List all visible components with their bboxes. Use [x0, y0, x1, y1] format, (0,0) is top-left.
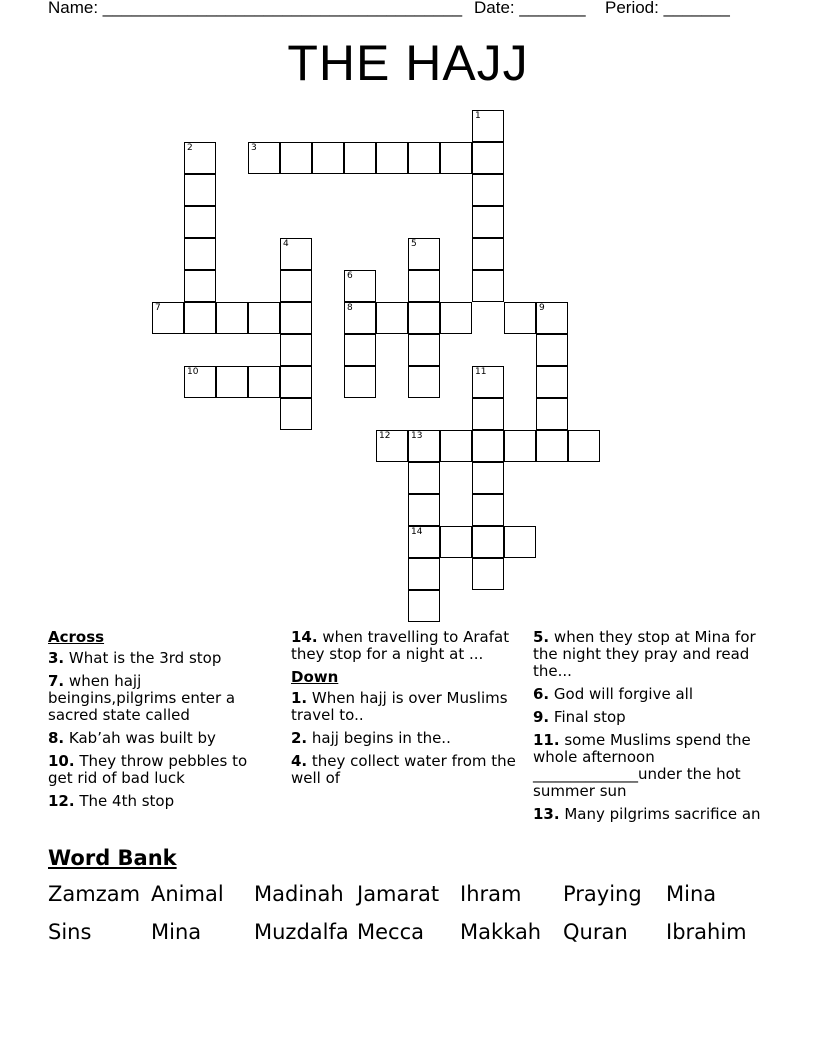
- clue-number: 5: [411, 239, 417, 249]
- grid-cell[interactable]: [472, 462, 504, 494]
- grid-cell[interactable]: [472, 558, 504, 590]
- grid-cell[interactable]: [344, 142, 376, 174]
- grid-cell[interactable]: [280, 334, 312, 366]
- grid-cell[interactable]: [344, 302, 376, 334]
- grid-cell[interactable]: [440, 526, 472, 558]
- down-clue-11: 11. some Muslims spend the whole afternoon ______________under the hot summer sun: [533, 731, 751, 800]
- grid-cell[interactable]: [184, 174, 216, 206]
- word-bank-word: Quran: [563, 920, 628, 944]
- down-heading: Down: [291, 668, 339, 686]
- grid-cell[interactable]: [216, 366, 248, 398]
- grid-cell[interactable]: [376, 430, 408, 462]
- grid-cell[interactable]: [440, 302, 472, 334]
- grid-cell[interactable]: [280, 398, 312, 430]
- clue-number: 4: [283, 239, 289, 249]
- grid-cell[interactable]: [472, 494, 504, 526]
- grid-cell[interactable]: [472, 142, 504, 174]
- across-clue-12: 12. The 4th stop: [48, 792, 175, 810]
- grid-cell[interactable]: [248, 142, 280, 174]
- word-bank-word: Jamarat: [357, 882, 440, 906]
- grid-cell[interactable]: [184, 238, 216, 270]
- word-bank-word: Muzdalfa: [254, 920, 349, 944]
- grid-cell[interactable]: [376, 142, 408, 174]
- clue-number: 1: [475, 111, 481, 121]
- grid-cell[interactable]: [472, 526, 504, 558]
- word-bank-word: Ibrahim: [666, 920, 747, 944]
- grid-cell[interactable]: [440, 142, 472, 174]
- grid-cell[interactable]: [472, 206, 504, 238]
- grid-cell[interactable]: [184, 366, 216, 398]
- word-bank-title: Word Bank: [48, 846, 177, 870]
- grid-cell[interactable]: [536, 398, 568, 430]
- grid-cell[interactable]: [152, 302, 184, 334]
- down-clue-2: 2. hajj begins in the..: [291, 729, 451, 747]
- clue-number: 9: [539, 303, 545, 313]
- clues-column-3: [533, 629, 769, 829]
- down-clue-1: 1. When hajj is over Muslims travel to..: [291, 689, 508, 724]
- across-clue-7: 7. when hajj beingins,pilgrims enter a sacred state called: [48, 672, 236, 724]
- word-bank-word: Zamzam: [48, 882, 141, 906]
- grid-cell[interactable]: [344, 366, 376, 398]
- clues-column-1: [48, 629, 270, 816]
- clue-number: 8: [347, 303, 353, 313]
- clue-number: 14: [411, 527, 423, 537]
- clue-number: 13: [411, 431, 423, 441]
- grid-cell[interactable]: [472, 174, 504, 206]
- clue-number: 3: [251, 143, 257, 153]
- down-clue-9: 9. Final stop: [533, 708, 626, 726]
- page-title: THE HAJJ: [287, 35, 529, 91]
- clue-number: 2: [187, 143, 193, 153]
- grid-cell[interactable]: [280, 366, 312, 398]
- grid-cell[interactable]: [280, 302, 312, 334]
- grid-cell[interactable]: [408, 142, 440, 174]
- clue-number: 7: [155, 303, 161, 313]
- grid-cell[interactable]: [344, 334, 376, 366]
- grid-cell[interactable]: [376, 302, 408, 334]
- date-field[interactable]: Date: _______: [474, 0, 586, 17]
- grid-cell[interactable]: [472, 270, 504, 302]
- grid-cell[interactable]: [280, 142, 312, 174]
- grid-cell[interactable]: [344, 270, 376, 302]
- word-bank-word: Ihram: [460, 882, 522, 906]
- across-clue-8: 8. Kab’ah was built by: [48, 729, 216, 747]
- grid-cell[interactable]: [440, 430, 472, 462]
- clue-number: 6: [347, 271, 353, 281]
- grid-cell[interactable]: [184, 270, 216, 302]
- grid-cell[interactable]: [248, 302, 280, 334]
- across-heading: Across: [48, 628, 105, 646]
- down-clue-13: 13. Many pilgrims sacrifice an: [533, 805, 761, 823]
- clue-number: 12: [379, 431, 391, 441]
- grid-cell[interactable]: [472, 366, 504, 398]
- grid-cell[interactable]: [184, 302, 216, 334]
- grid-cell[interactable]: [472, 238, 504, 270]
- grid-cell[interactable]: [536, 430, 568, 462]
- grid-cell[interactable]: [248, 366, 280, 398]
- word-bank-word: Animal: [151, 882, 224, 906]
- grid-cell[interactable]: [536, 366, 568, 398]
- period-field[interactable]: Period: _______: [605, 0, 730, 17]
- grid-cell[interactable]: [504, 526, 536, 558]
- grid-cell[interactable]: [280, 238, 312, 270]
- grid-cell[interactable]: [504, 430, 536, 462]
- across-clue-10: 10. They throw pebbles to get rid of bad luck: [48, 752, 248, 787]
- grid-cell[interactable]: [408, 302, 440, 334]
- grid-cell[interactable]: [408, 366, 440, 398]
- grid-cell[interactable]: [312, 142, 344, 174]
- grid-cell[interactable]: [408, 558, 440, 590]
- grid-cell[interactable]: [472, 110, 504, 142]
- grid-cell[interactable]: [472, 430, 504, 462]
- grid-cell[interactable]: [472, 398, 504, 430]
- down-clue-4: 4. they collect water from the well of: [291, 752, 516, 787]
- grid-cell[interactable]: [184, 206, 216, 238]
- word-bank-word: Mina: [151, 920, 202, 944]
- grid-cell[interactable]: [536, 334, 568, 366]
- clues-column-2: [291, 629, 519, 793]
- word-bank-word: Madinah: [254, 882, 344, 906]
- grid-cell[interactable]: [408, 334, 440, 366]
- word-bank-word: Praying: [563, 882, 642, 906]
- grid-cell[interactable]: [408, 430, 440, 462]
- word-bank-word: Makkah: [460, 920, 542, 944]
- grid-cell[interactable]: [408, 462, 440, 494]
- down-clue-5: 5. when they stop at Mina for the night they pray and read the...: [533, 628, 756, 680]
- clue-number: 11: [475, 367, 487, 377]
- grid-cell[interactable]: [408, 590, 440, 622]
- across-clue-14: 14. when travelling to Arafat they stop for a night at ...: [291, 628, 510, 663]
- grid-cell[interactable]: [408, 238, 440, 270]
- clue-number: 10: [187, 367, 199, 377]
- word-bank-word: Mina: [666, 882, 717, 906]
- grid-cell[interactable]: [280, 270, 312, 302]
- grid-cell[interactable]: [184, 142, 216, 174]
- across-clue-3: 3. What is the 3rd stop: [48, 649, 222, 667]
- word-bank-word: Mecca: [357, 920, 424, 944]
- word-bank-word: Sins: [48, 920, 92, 944]
- grid-cell[interactable]: [408, 494, 440, 526]
- grid-cell[interactable]: [504, 302, 536, 334]
- grid-cell[interactable]: [536, 302, 568, 334]
- down-clue-6: 6. God will forgive all: [533, 685, 694, 703]
- grid-cell[interactable]: [216, 302, 248, 334]
- grid-cell[interactable]: [568, 430, 600, 462]
- grid-cell[interactable]: [408, 526, 440, 558]
- name-field[interactable]: Name: ______________________________________: [48, 0, 463, 17]
- grid-cell[interactable]: [408, 270, 440, 302]
